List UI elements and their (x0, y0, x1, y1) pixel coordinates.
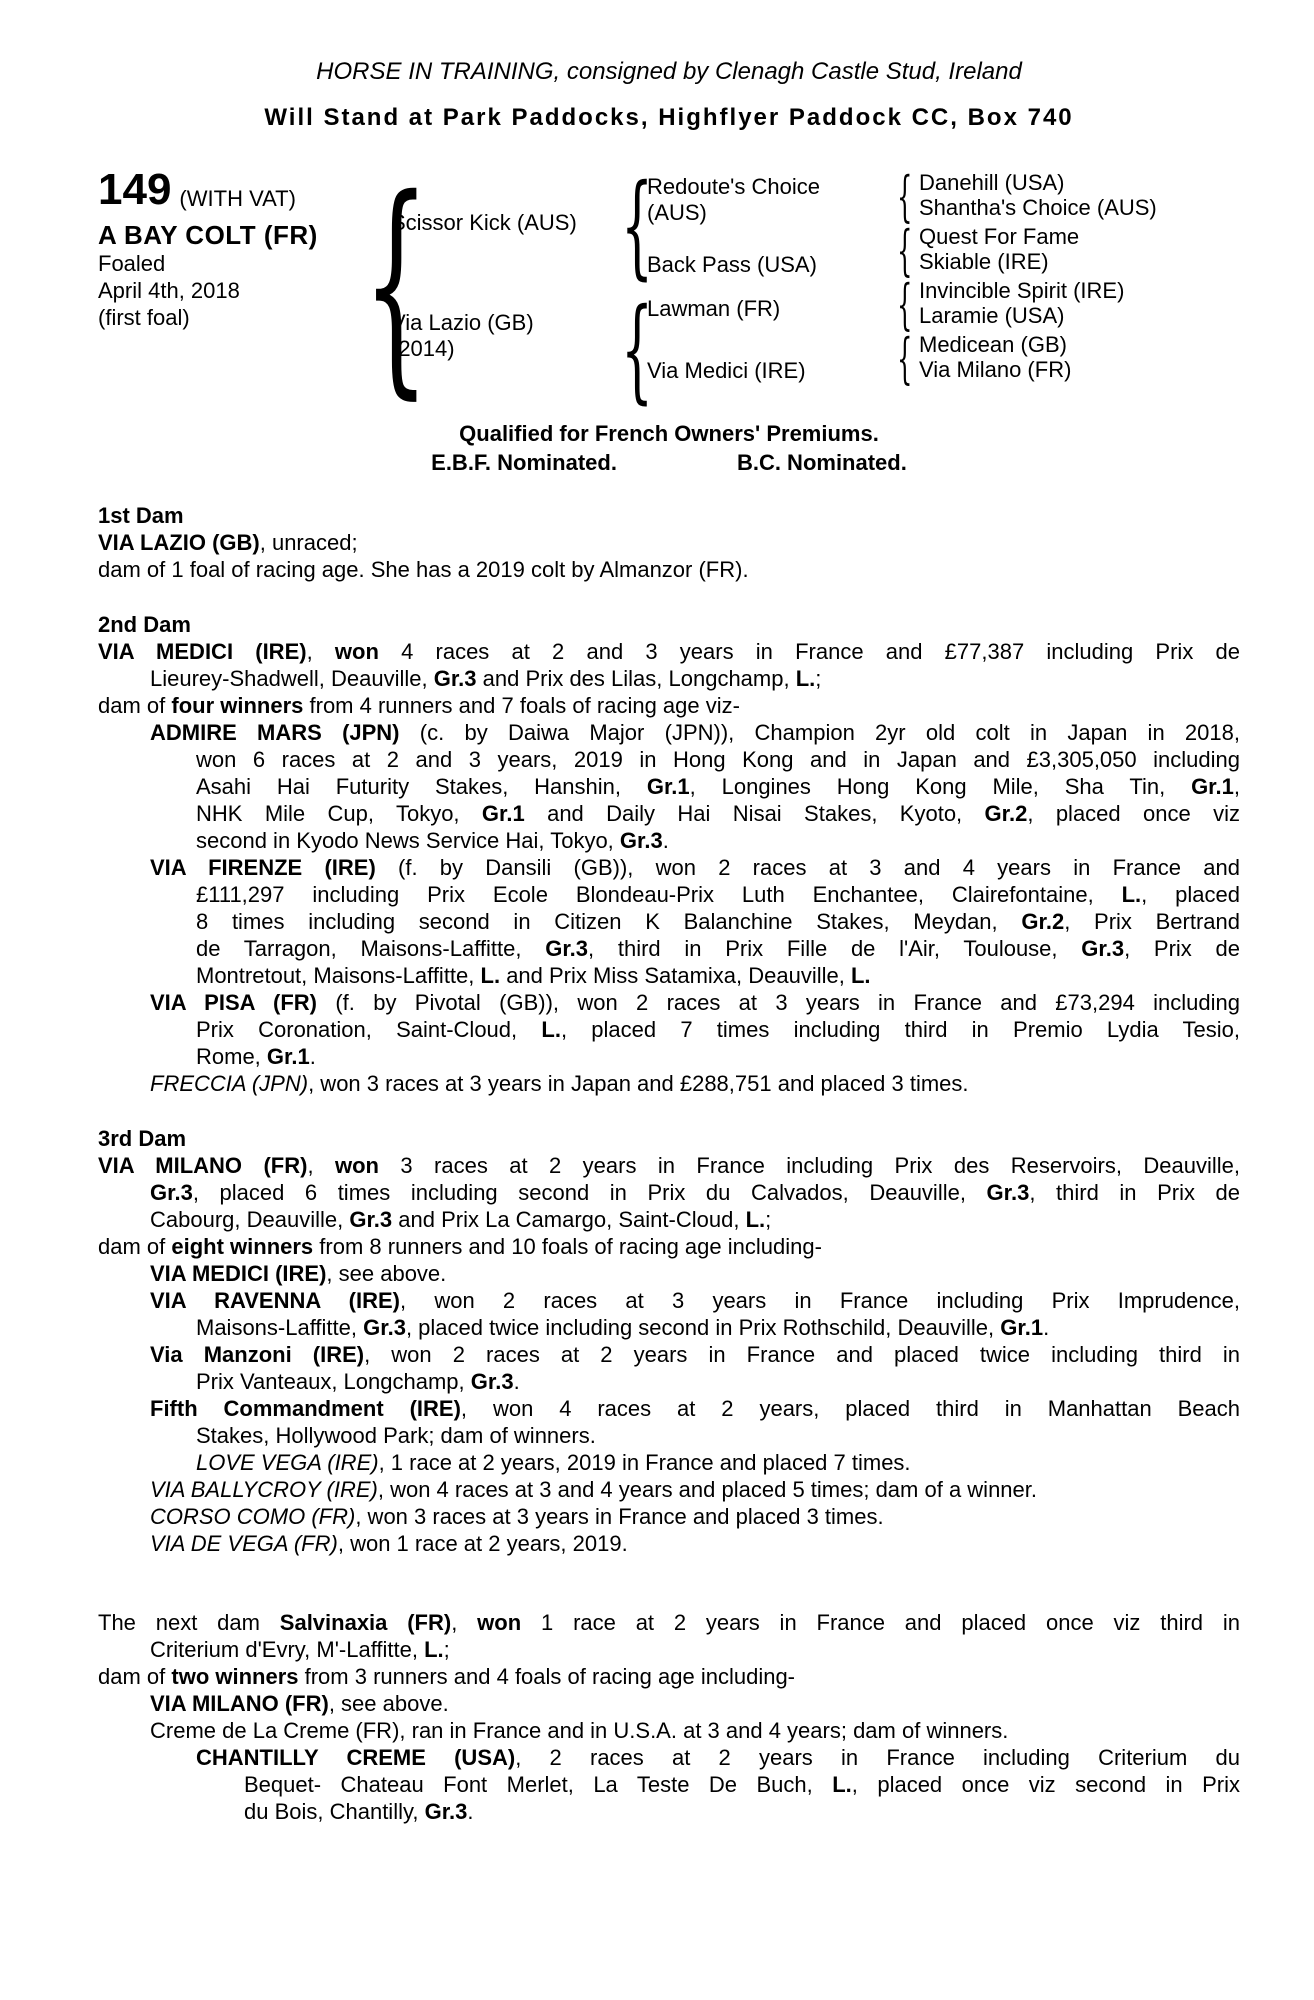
text-segment: VIA DE VEGA (FR) (150, 1531, 338, 1556)
gen3-name: Laramie (USA) (919, 303, 1065, 328)
text-segment: Gr.1 (481, 801, 525, 826)
text-segment: , won 3 races at 3 years in Japan and £288,751 and placed 3 times. (308, 1071, 969, 1096)
text-line (98, 908, 1240, 935)
text-segment: Gr.3 (433, 666, 477, 691)
pedigree-section (98, 611, 1240, 1097)
text-line (98, 1744, 1240, 1771)
text-line (98, 1206, 1240, 1233)
text-segment: , Prix Bertrand (1064, 909, 1240, 934)
text-segment: CHANTILLY CREME (USA) (196, 1745, 516, 1770)
text-segment: two winners (171, 1664, 299, 1689)
text-line (98, 638, 1240, 665)
text-segment: dam of (98, 1664, 172, 1689)
text-line (98, 1503, 1240, 1530)
gen3-name: Quest For Fame (919, 224, 1080, 249)
text-segment: Via Manzoni (IRE) (150, 1342, 365, 1367)
text-segment: , 1 race at 2 years, 2019 in France and placed 7 times. (378, 1450, 911, 1475)
nomination-line (98, 449, 1240, 476)
text-segment: (f. by Pivotal (GB)), won 2 races at 3 years in France and £73,294 including (317, 990, 1240, 1015)
text-line (98, 1449, 1240, 1476)
text-line (98, 1609, 1240, 1636)
text-segment: Gr.2 (1021, 909, 1065, 934)
text-segment: L. (795, 666, 816, 691)
text-segment: , placed (1141, 882, 1240, 907)
lot-number-line (98, 165, 348, 214)
text-segment: . (513, 1369, 520, 1394)
text-segment: Maisons-Laffitte, (196, 1315, 364, 1340)
text-segment: Gr.1 (266, 1044, 310, 1069)
text-segment: L. (745, 1207, 766, 1232)
text-segment: , see above. (326, 1261, 447, 1286)
text-segment: , placed 6 times including second in Prix du Calvados, Deauville, (192, 1180, 987, 1205)
text-segment: VIA PISA (FR) (150, 990, 318, 1015)
text-segment: £111,297 including Prix Ecole Blondeau-Prix Luth Enchantee, Clairefontaine, (196, 882, 1122, 907)
text-line (98, 1690, 1240, 1717)
text-line (98, 665, 1240, 692)
text-line (98, 1717, 1240, 1744)
text-segment: ADMIRE MARS (JPN) (150, 720, 400, 745)
gen3-name: Shantha's Choice (AUS) (919, 195, 1157, 220)
text-segment: from 3 runners and 4 foals of racing age including- (298, 1664, 796, 1689)
text-segment: Gr.3 (349, 1207, 393, 1232)
foal-note: (first foal) (98, 305, 190, 330)
text-line (98, 935, 1240, 962)
text-line (98, 800, 1240, 827)
text-segment: Prix Coronation, Saint-Cloud, (196, 1017, 542, 1042)
text-segment: . (662, 828, 669, 853)
text-segment: from 4 runners and 7 foals of racing age viz- (303, 693, 740, 718)
stand-location-line: Will Stand at Park Paddocks, Highflyer Paddock CC, Box 740 (264, 104, 1074, 131)
text-segment: Gr.1 (1191, 774, 1234, 799)
text-segment: VIA MEDICI (IRE) (150, 1261, 327, 1286)
text-segment: FRECCIA (JPN) (150, 1071, 309, 1096)
text-segment: , placed 7 times including third in Premio Lydia Tesio, (560, 1017, 1241, 1042)
text-line (98, 962, 1240, 989)
text-segment: (c. by Daiwa Major (JPN)), Champion 2yr old colt in Japan in 2018, (399, 720, 1240, 745)
text-line (98, 1287, 1240, 1314)
text-segment: Fifth Commandment (IRE) (150, 1396, 461, 1421)
text-segment: Gr.3 (986, 1180, 1030, 1205)
text-segment: Stakes, Hollywood Park; dam of winners. (196, 1423, 596, 1448)
text-segment: Cabourg, Deauville, (150, 1207, 350, 1232)
text-segment: , won 1 race at 2 years, 2019. (337, 1531, 628, 1556)
text-segment: L. (424, 1637, 444, 1662)
text-line (98, 1663, 1240, 1690)
premium-line: Qualified for French Owners' Premiums. (459, 421, 879, 446)
text-segment: L. (832, 1772, 852, 1797)
text-line (98, 529, 1240, 556)
pedigree-section (98, 1609, 1240, 1825)
text-segment: eight winners (171, 1234, 314, 1259)
text-segment: dam of (98, 693, 172, 718)
text-segment: , won 2 races at 2 years in France and placed twice including third in (364, 1342, 1240, 1367)
text-line (98, 1636, 1240, 1663)
text-segment: and Daily Hai Nisai Stakes, Kyoto, (524, 801, 985, 826)
text-line (98, 692, 1240, 719)
text-segment: VIA LAZIO (GB) (98, 530, 260, 555)
text-segment: , placed twice including second in Prix Rothschild, Deauville, (405, 1315, 1001, 1340)
text-segment: won 6 races at 2 and 3 years, 2019 in Hong Kong and in Japan and £3,305,050 including (196, 747, 1240, 772)
text-segment: , third in Prix de (1029, 1180, 1240, 1205)
text-line (98, 827, 1240, 854)
text-segment: Criterium d'Evry, M'-Laffitte, (150, 1637, 425, 1662)
text-segment: 3 races at 2 years in France including Prix des Reservoirs, Deauville, (378, 1153, 1240, 1178)
sire-sire-line2: (AUS) (647, 200, 707, 225)
text-line (98, 1798, 1240, 1825)
text-segment: VIA MILANO (FR) (98, 1153, 308, 1178)
text-line (98, 1260, 1240, 1287)
pedigree-brace (621, 170, 647, 282)
text-segment: . (309, 1044, 316, 1069)
text-segment: Gr.3 (1081, 936, 1125, 961)
text-line (98, 1422, 1240, 1449)
dam-name-line1: Via Lazio (GB) (391, 310, 534, 335)
text-segment: , (306, 639, 335, 664)
text-segment: LOVE VEGA (IRE) (196, 1450, 379, 1475)
text-segment: Salvinaxia (FR) (279, 1610, 452, 1635)
pedigree-brace (621, 294, 647, 406)
text-line (98, 854, 1240, 881)
text-segment: , unraced; (259, 530, 358, 555)
text-segment: . (467, 1799, 474, 1824)
text-segment: Lieurey-Shadwell, Deauville, (150, 666, 434, 691)
text-line (98, 773, 1240, 800)
pedigree-tree (363, 162, 1263, 414)
text-segment: du Bois, Chantilly, (244, 1799, 425, 1824)
lot-vat-note: (WITH VAT) (179, 186, 296, 211)
text-segment: , won 4 races at 2 years, placed third in Manhattan Beach (460, 1396, 1240, 1421)
text-segment: dam of (98, 1234, 172, 1259)
text-segment: second in Kyodo News Service Hai, Tokyo, (196, 828, 620, 853)
text-line (98, 989, 1240, 1016)
text-segment: , 2 races at 2 years in France including Criterium du (515, 1745, 1240, 1770)
gen3-name: Danehill (USA) (919, 170, 1065, 195)
text-line (98, 1016, 1240, 1043)
text-segment: NHK Mile Cup, Tokyo, (196, 801, 482, 826)
lot-number: 149 (98, 165, 172, 214)
pedigree-section (98, 1125, 1240, 1557)
lot-description: A BAY COLT (FR) (98, 220, 318, 250)
section-heading: 1st Dam (98, 503, 184, 528)
text-segment: Asahi Hai Futurity Stakes, Hanshin, (196, 774, 647, 799)
text-segment: , (451, 1610, 478, 1635)
text-segment: VIA BALLYCROY (IRE) (150, 1477, 378, 1502)
text-segment: ; (765, 1207, 772, 1232)
text-segment: Gr.3 (150, 1180, 193, 1205)
text-segment: Gr.2 (984, 801, 1028, 826)
text-segment: (f. by Dansili (GB)), won 2 races at 3 and 4 years in France and (375, 855, 1240, 880)
text-line (98, 746, 1240, 773)
text-line (98, 1395, 1240, 1422)
text-line (98, 719, 1240, 746)
dam-dam: Via Medici (IRE) (647, 358, 806, 383)
text-line (98, 556, 1240, 583)
ebf-nominated: E.B.F. Nominated. (431, 450, 617, 475)
text-segment: Montretout, Maisons-Laffitte, (196, 963, 481, 988)
text-segment: , Longines Hong Kong Mile, Sha Tin, (689, 774, 1192, 799)
text-line (98, 1152, 1240, 1179)
text-segment: and Prix La Camargo, Saint-Cloud, (392, 1207, 746, 1232)
text-segment: , won 2 races at 3 years in France including Prix Imprudence, (399, 1288, 1240, 1313)
text-segment: . (1043, 1315, 1050, 1340)
text-line (98, 1179, 1240, 1206)
sire-name: Scissor Kick (AUS) (391, 210, 577, 235)
section-heading: 2nd Dam (98, 612, 191, 637)
text-segment: , placed once viz (1027, 801, 1240, 826)
text-segment: dam of 1 foal of racing age. She has a 2019 colt by Almanzor (FR). (98, 557, 749, 582)
text-line (98, 881, 1240, 908)
text-segment: , see above. (328, 1691, 449, 1716)
text-segment: Creme de La Creme (FR), ran in France and in U.S.A. at 3 and 4 years; dam of winners. (150, 1718, 1009, 1743)
pedigree-brace (363, 168, 389, 400)
gen3-name: Invincible Spirit (IRE) (919, 278, 1125, 303)
lot-block (98, 162, 348, 331)
text-segment: Gr.1 (1000, 1315, 1044, 1340)
pedigree-section (98, 502, 1240, 583)
text-line (98, 1314, 1240, 1341)
text-segment: 1 race at 2 years in France and placed once viz third in (521, 1610, 1240, 1635)
text-segment: , placed once viz second in Prix (851, 1772, 1241, 1797)
text-segment: , Prix de (1124, 936, 1241, 961)
text-segment: won (477, 1610, 522, 1635)
text-segment: de Tarragon, Maisons-Laffitte, (196, 936, 546, 961)
gen3-name: Medicean (GB) (919, 332, 1067, 357)
text-segment: L. (541, 1017, 561, 1042)
text-line (98, 1043, 1240, 1070)
text-segment: VIA FIRENZE (IRE) (150, 855, 376, 880)
text-segment: won (334, 639, 379, 664)
sire-sire-line1: Redoute's Choice (647, 174, 820, 199)
text-segment: , (307, 1153, 335, 1178)
section-heading: 3rd Dam (98, 1126, 187, 1151)
text-segment: VIA RAVENNA (IRE) (150, 1288, 400, 1313)
text-segment: L. (480, 963, 501, 988)
text-segment: 4 races at 2 and 3 years in France and £77,387 including Prix de (378, 639, 1240, 664)
dam-sire: Lawman (FR) (647, 296, 781, 321)
text-segment: and Prix Miss Satamixa, Deauville, (500, 963, 851, 988)
text-line (98, 1771, 1240, 1798)
text-segment: Gr.3 (363, 1315, 406, 1340)
text-segment: The next dam (98, 1610, 280, 1635)
text-segment: CORSO COMO (FR) (150, 1504, 356, 1529)
text-segment: Gr.1 (646, 774, 690, 799)
text-segment: Prix Vanteaux, Longchamp, (196, 1369, 471, 1394)
gen3-name: Skiable (IRE) (919, 249, 1049, 274)
text-segment: L. (850, 963, 871, 988)
text-line (98, 1368, 1240, 1395)
foaled-label: Foaled (98, 251, 166, 276)
text-segment: and Prix des Lilas, Longchamp, (476, 666, 796, 691)
text-line (98, 1233, 1240, 1260)
premiums-block (98, 420, 1240, 476)
sire-dam: Back Pass (USA) (647, 252, 817, 277)
text-segment: 8 times including second in Citizen K Balanchine Stakes, Meydan, (196, 909, 1022, 934)
bc-nominated: B.C. Nominated. (736, 450, 907, 475)
text-segment: ; (815, 666, 822, 691)
text-segment: Gr.3 (619, 828, 663, 853)
text-segment: , won 3 races at 3 years in France and placed 3 times. (355, 1504, 884, 1529)
text-segment: Gr.3 (424, 1799, 468, 1824)
text-segment: , (1233, 774, 1240, 799)
text-line (98, 1476, 1240, 1503)
pedigree-text (98, 502, 1240, 1825)
dam-name-line2: (2014) (391, 336, 455, 361)
text-segment: Rome, (196, 1044, 267, 1069)
pedigree-header (98, 162, 1240, 414)
text-segment: won (334, 1153, 379, 1178)
text-segment: from 8 runners and 10 foals of racing age including- (313, 1234, 822, 1259)
gen3-name: Via Milano (FR) (919, 357, 1072, 382)
text-line (98, 1341, 1240, 1368)
text-segment: Gr.3 (545, 936, 589, 961)
text-segment: , third in Prix Fille de l'Air, Toulouse, (588, 936, 1082, 961)
text-segment: four winners (171, 693, 304, 718)
text-segment: Bequet- Chateau Font Merlet, La Teste De Buch, (244, 1772, 833, 1797)
foaled-date: April 4th, 2018 (98, 278, 240, 303)
text-segment: VIA MILANO (FR) (150, 1691, 329, 1716)
text-segment: L. (1121, 882, 1142, 907)
text-line (98, 1530, 1240, 1557)
text-segment: ; (443, 1637, 450, 1662)
text-segment: Gr.3 (470, 1369, 514, 1394)
text-segment: , won 4 races at 3 and 4 years and placed 5 times; dam of a winner. (377, 1477, 1037, 1502)
text-line (98, 1070, 1240, 1097)
text-segment: VIA MEDICI (IRE) (98, 639, 307, 664)
consignor-line: HORSE IN TRAINING, consigned by Clenagh Castle Stud, Ireland (316, 58, 1022, 85)
